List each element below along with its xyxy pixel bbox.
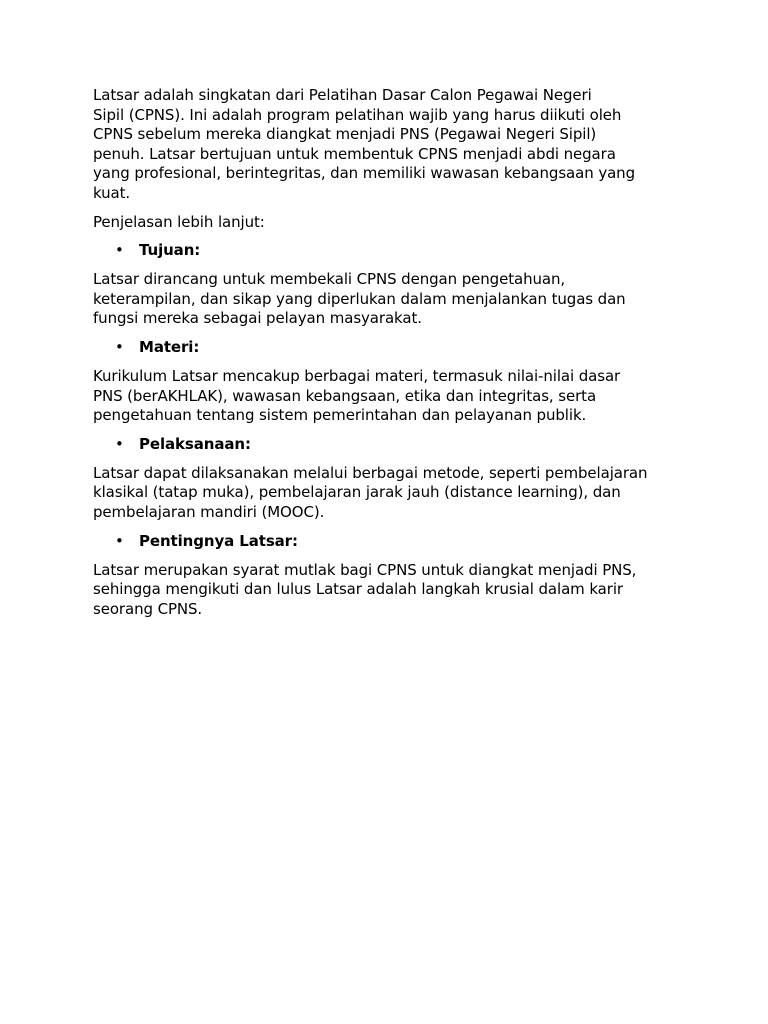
section-heading: Pelaksanaan:	[139, 434, 251, 453]
section-paragraph-pentingnya-latsar	[93, 561, 683, 620]
text-line: Latsar merupakan syarat mutlak bagi CPNS untuk diangkat menjadi PNS,	[93, 560, 637, 579]
text-line: Latsar dapat dilaksanakan melalui berbagai metode, seperti pembelajaran	[93, 463, 648, 482]
document-body	[93, 86, 683, 628]
intro-paragraph	[93, 86, 683, 204]
text-line: yang profesional, berintegritas, dan memiliki wawasan kebangsaan yang	[93, 164, 636, 183]
bullet-icon: •	[115, 337, 124, 356]
section-paragraph-tujuan	[93, 270, 683, 329]
text-line: keterampilan, dan sikap yang diperlukan dalam menjalankan tugas dan	[93, 289, 626, 308]
text-line: Latsar dirancang untuk membekali CPNS dengan pengetahuan,	[93, 270, 566, 289]
bullet-icon: •	[115, 434, 124, 453]
text-line: PNS (berAKHLAK), wawasan kebangsaan, etika dan integritas, serta	[93, 386, 597, 405]
section-heading: Tujuan:	[139, 241, 201, 260]
bullet-heading-pentingnya-latsar	[93, 532, 683, 552]
text-line: kuat.	[93, 183, 131, 202]
text-line: Kurikulum Latsar mencakup berbagai materi, termasuk nilai-nilai dasar	[93, 366, 621, 385]
text-line: pengetahuan tentang sistem pemerintahan dan pelayanan publik.	[93, 406, 587, 425]
text-line: seorang CPNS.	[93, 599, 203, 618]
bullet-heading-materi	[93, 338, 683, 358]
bullet-heading-tujuan	[93, 241, 683, 261]
section-paragraph-pelaksanaan	[93, 464, 683, 523]
bullet-heading-pelaksanaan	[93, 435, 683, 455]
text-line: CPNS sebelum mereka diangkat menjadi PNS (Pegawai Negeri Sipil)	[93, 125, 597, 144]
bullet-icon: •	[115, 531, 124, 550]
bullet-icon: •	[115, 241, 124, 260]
text-line: klasikal (tatap muka), pembelajaran jarak jauh (distance learning), dan	[93, 483, 621, 502]
text-line: fungsi mereka sebagai pelayan masyarakat.	[93, 309, 422, 328]
text-line: Latsar adalah singkatan dari Pelatihan Dasar Calon Pegawai Negeri	[93, 86, 592, 104]
text-line: penuh. Latsar bertujuan untuk membentuk CPNS menjadi abdi negara	[93, 144, 616, 163]
section-heading: Pentingnya Latsar:	[139, 531, 298, 550]
text-line: sehingga mengikuti dan lulus Latsar adalah langkah krusial dalam karir	[93, 580, 623, 599]
text-line: Sipil (CPNS). Ini adalah program pelatihan wajib yang harus diikuti oleh	[93, 105, 622, 124]
section-heading: Materi:	[139, 337, 200, 356]
lead-paragraph: Penjelasan lebih lanjut:	[93, 212, 265, 231]
text-line: pembelajaran mandiri (MOOC).	[93, 502, 325, 521]
section-paragraph-materi	[93, 367, 683, 426]
